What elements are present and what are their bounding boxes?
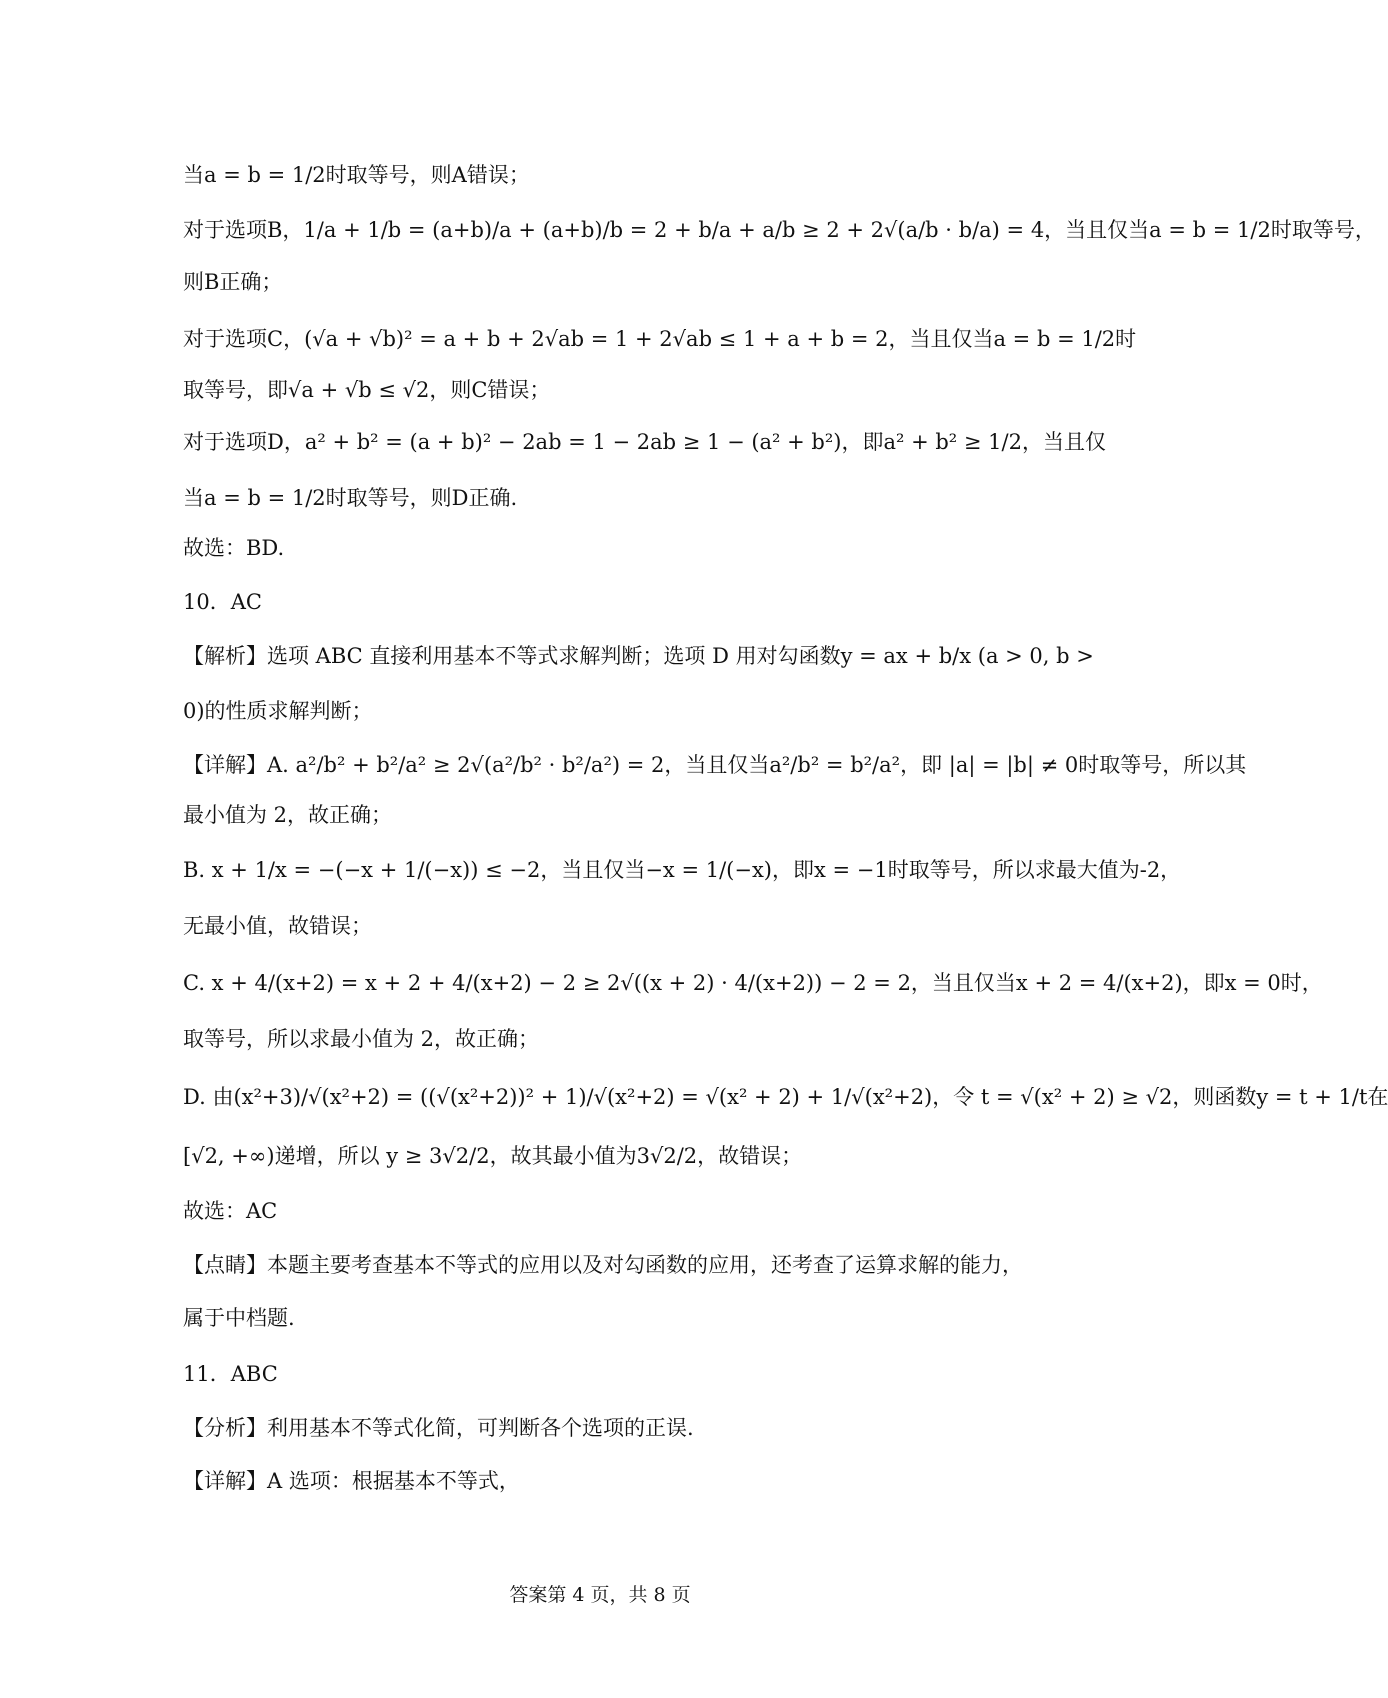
text-line-18: D. 由(x²+3)/√(x²+2) = ((√(x²+2))² + 1)/√(x²+2) = √(x² + 2) + 1/√(x²+2)，令 t = √(x² + 2) ≥ √2，则函数y = t + 1/t在: [183, 1085, 1388, 1109]
page-footer: 答案第 4 页，共 8 页: [509, 1584, 691, 1606]
text-line-2: 对于选项B，1/a + 1/b = (a+b)/a + (a+b)/b = 2 + b/a + a/b ≥ 2 + 2√(a/b · b/a) = 4，当且仅当a = b = 1/2时取等号，: [183, 218, 1376, 242]
text-line-3: 则B正确；: [183, 270, 283, 294]
text-line-21: 【点睛】本题主要考查基本不等式的应用以及对勾函数的应用，还考查了运算求解的能力，: [183, 1253, 1023, 1277]
text-line-17: 取等号，所以求最小值为 2，故正确；: [183, 1027, 540, 1051]
text-line-24: 【分析】利用基本不等式化简，可判断各个选项的正误.: [183, 1416, 694, 1440]
text-line-20: 故选：AC: [183, 1199, 278, 1223]
text-line-8: 故选：BD.: [183, 536, 285, 560]
text-line-13: 最小值为 2，故正确；: [183, 803, 393, 827]
text-line-10: 【解析】选项 ABC 直接利用基本不等式求解判断；选项 D 用对勾函数y = ax + b/x (a > 0, b >: [183, 644, 1094, 668]
text-line-1: 当a = b = 1/2时取等号，则A错误；: [183, 163, 530, 187]
question-10-answer: 10．AC: [183, 590, 262, 614]
text-line-12: 【详解】A. a²/b² + b²/a² ≥ 2√(a²/b² · b²/a²) = 2，当且仅当a²/b² = b²/a²，即 |a| = |b| ≠ 0时取等号，所以其: [183, 753, 1247, 777]
text-line-22: 属于中档题.: [183, 1306, 295, 1330]
text-line-6: 对于选项D，a² + b² = (a + b)² − 2ab = 1 − 2ab ≥ 1 − (a² + b²)，即a² + b² ≥ 1/2，当且仅: [183, 430, 1106, 454]
text-line-7: 当a = b = 1/2时取等号，则D正确.: [183, 486, 518, 510]
text-line-19: [√2, +∞)递增，所以 y ≥ 3√2/2，故其最小值为3√2/2，故错误；: [183, 1144, 803, 1168]
text-line-16: C. x + 4/(x+2) = x + 2 + 4/(x+2) − 2 ≥ 2√((x + 2) · 4/(x+2)) − 2 = 2，当且仅当x + 2 = 4/(x+2)，即x = 0时，: [183, 971, 1323, 995]
question-11-answer: 11．ABC: [183, 1362, 278, 1386]
text-line-25: 【详解】A 选项：根据基本不等式，: [183, 1469, 520, 1493]
text-line-5: 取等号，即√a + √b ≤ √2，则C错误；: [183, 378, 551, 402]
text-line-4: 对于选项C，(√a + √b)² = a + b + 2√ab = 1 + 2√ab ≤ 1 + a + b = 2，当且仅当a = b = 1/2时: [183, 327, 1137, 351]
text-line-15: 无最小值，故错误；: [183, 914, 372, 938]
text-line-11: 0)的性质求解判断；: [183, 699, 373, 723]
text-line-14: B. x + 1/x = −(−x + 1/(−x)) ≤ −2，当且仅当−x = 1/(−x)，即x = −1时取等号，所以求最大值为-2，: [183, 858, 1182, 882]
